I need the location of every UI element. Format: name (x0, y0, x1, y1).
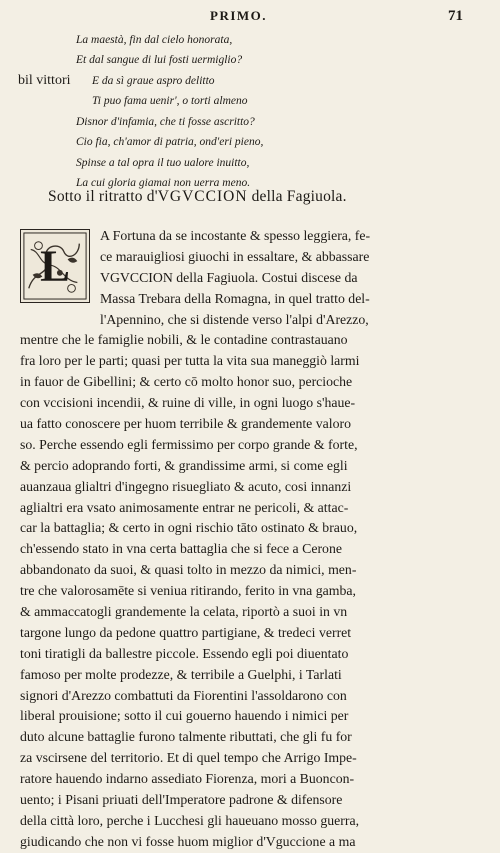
text-line: ratore hauendo indarno assediato Fiorenza, mori a Buoncon- (20, 771, 355, 787)
body-text (20, 226, 415, 853)
heading-prefix: Sotto il ritratto d' (48, 188, 158, 205)
text-line: giudicando che non vi fosse huom miglior d'Vguccione a ma (20, 833, 356, 849)
text-line: A Fortuna da se incostante & spesso leggiera, fe- (100, 228, 371, 243)
page-number: 71 (448, 8, 463, 24)
verse-line: E da sì graue aspro delitto (92, 75, 215, 87)
verse-line: Disnor d'infamia, che ti fosse ascritto? (76, 116, 255, 128)
text-line: tre che valorosamēte si veniua ritirando, ferito in vna gamba, (20, 583, 356, 599)
text-line: targone lungo da pedone quattro partigiane, & tredeci verret (20, 624, 352, 640)
text-line: & ammaccatogli grandemente la celata, riportò a suoi in vn (20, 604, 348, 620)
verse-line: Cio fia, ch'amor di patria, ond'eri pieno, (76, 136, 264, 148)
text-line: signori d'Arezzo combattuti da Fiorentini l'assoldarono con (20, 687, 347, 703)
text-line: mentre che le famiglie nobili, & le contadine contrastauano (20, 332, 348, 348)
text-line: della città loro, perche i Lucchesi gli haueuano mosso guerra, (20, 812, 360, 828)
text-line: ua fatto conoscere per huom terribile & grandemente valoro (20, 416, 351, 432)
text-line: aglialtri era vsato animosamente entrar ne pericoli, & attac- (20, 499, 349, 515)
text-line: ch'essendo stato in vna certa battaglia che si fece a Cerone (20, 541, 342, 557)
text-line: liberal prouisione; sotto il cui gouerno hauendo i nimici per (20, 708, 349, 724)
text-line: Massa Trebara della Romagna, in quel tratto del- (100, 290, 370, 306)
text-line: toni tiratigli da ballestre piccole. Essendo egli poi diuentato (20, 645, 349, 661)
verse-line: Ti puo fama uenir', o torti almeno (92, 95, 248, 107)
verse-line: Et dal sangue di lui fosti uermiglio? (76, 54, 243, 66)
verse-line: La cui gloria giamai non uerra meno. (76, 177, 251, 189)
text-line: uento; i Pisani priuati dell'Imperatore padrone & difensore (20, 792, 343, 808)
text-line: za vscirsene del territorio. Et di quel tempo che Arrigo Impe- (20, 750, 357, 766)
svg-text:L: L (40, 240, 70, 291)
heading-suffix: della Fagiuola. (247, 188, 347, 205)
text-line: famoso per molte prodezze, & terribile a Guelphi, i Tarlati (20, 666, 342, 682)
text-line: auanzaua glialtri d'ingegno risuegliato & acuto, cosi innanzi (20, 478, 352, 494)
margin-note: bil vittori (18, 73, 71, 88)
text-line: duto alcune battaglie furono talmente ributtati, che gli fu for (20, 729, 352, 745)
text-line: VGVCCION della Fagiuola. Costui discese da (100, 269, 358, 285)
running-title: PRIMO. (210, 8, 268, 23)
text-line: abbandonato da suoi, & quasi tolto in mezzo da nimici, men- (20, 562, 357, 578)
section-heading (48, 188, 347, 206)
heading-name: VGVCCION (157, 188, 248, 205)
text-line: in fauor de Gibellini; & certo cō molto honor suo, percioche (20, 374, 353, 390)
text-line: so. Perche essendo egli fermissimo per corpo grande & forte, (20, 436, 358, 452)
text-line: fra loro per le parti; quasi per tutta la vita sua maneggiò larmi (20, 353, 360, 369)
running-head (0, 8, 500, 28)
verse-line: La maestà, fin dal cielo honorata, (76, 34, 233, 46)
text-line: car la battaglia; & certo in ogni rischio tāto ostinato & brauo, (20, 520, 358, 536)
verse-line: Spinse a tal opra il tuo ualore inuitto, (76, 157, 250, 169)
text-line: con vccisioni incendii, & ruine di ville, in ogni luogo s'haue- (20, 395, 356, 411)
text-line: ce marauigliosi giuochi in essaltare, & abbassare (100, 248, 370, 264)
text-line: & percio adoprando forti, & grandissime armi, si come egli (20, 457, 348, 473)
text-line: l'Apennino, che si distende verso l'alpi d'Arezzo, (100, 311, 369, 327)
